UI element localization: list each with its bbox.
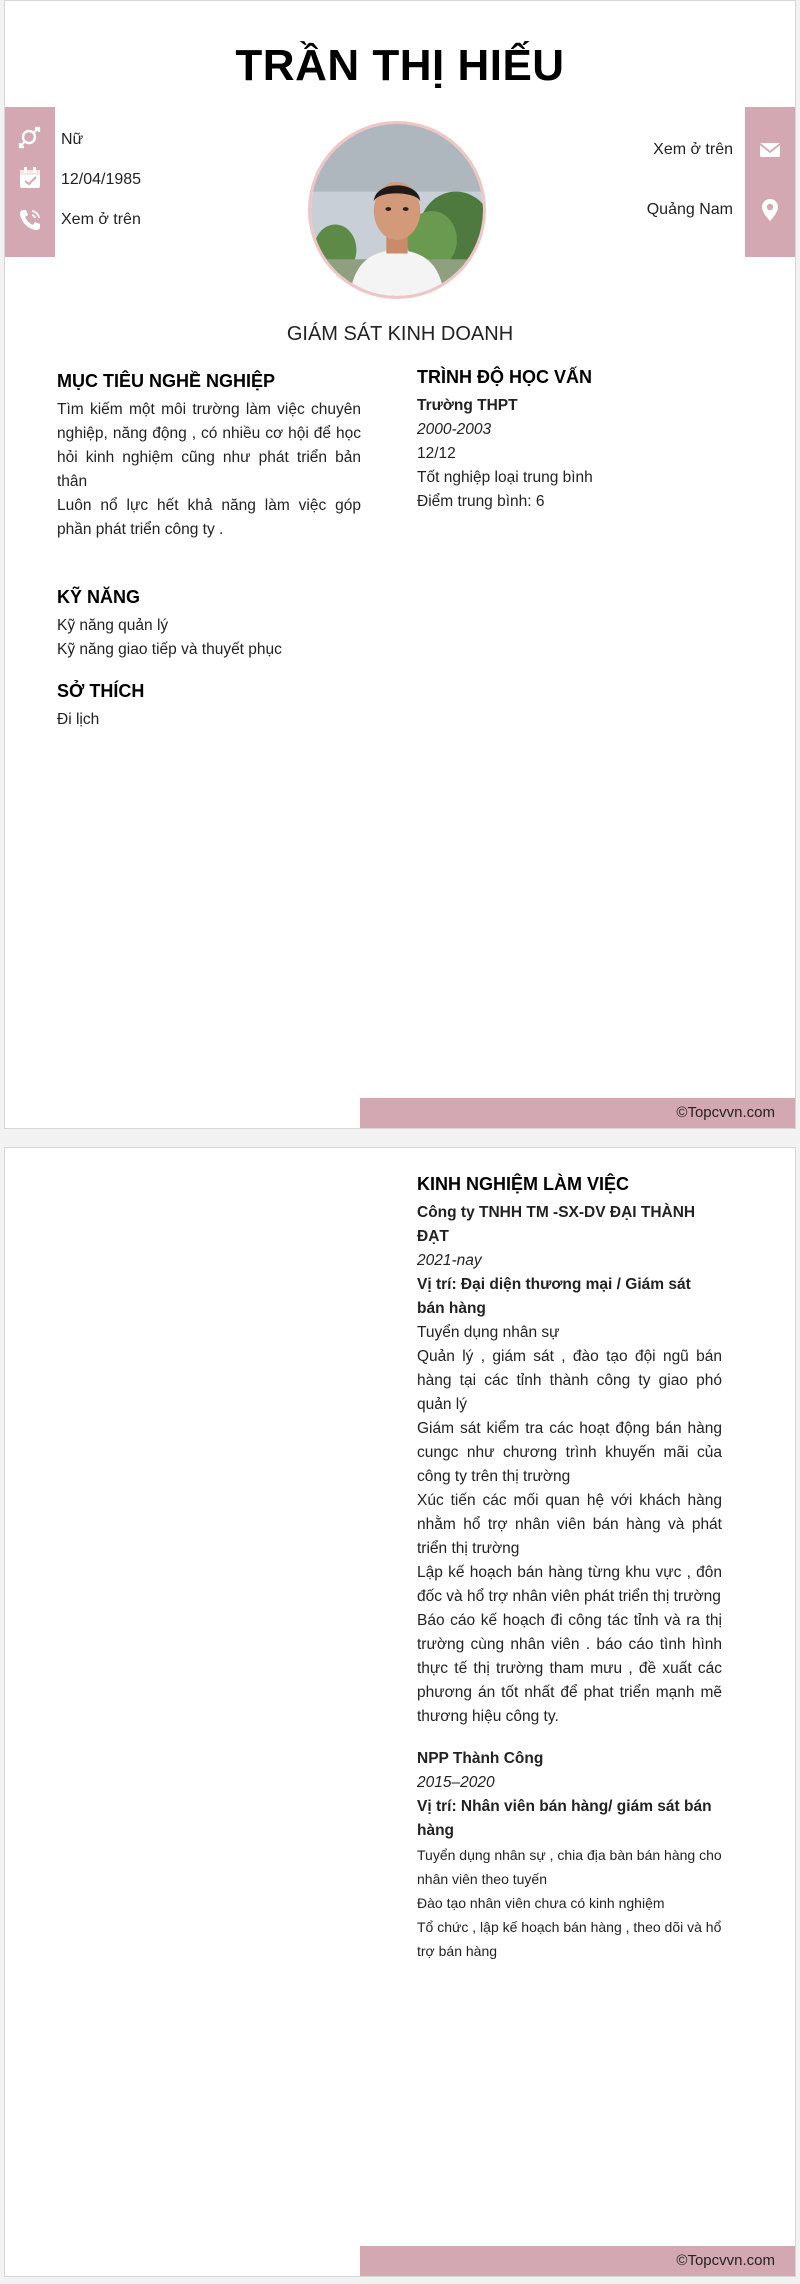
job-title: GIÁM SÁT KINH DOANH [286, 323, 514, 345]
job-duty: Lập kế hoạch bán hàng từng khu vực , đôn đốc và hổ trợ nhân viên phát triển thị trường [417, 1564, 722, 1605]
calendar-icon [17, 165, 43, 191]
contact-strip-left [5, 107, 55, 257]
company-name: NPP Thành Công [417, 1750, 544, 1767]
education-grade: 12/12 [417, 445, 456, 462]
job-period: 2021-nay [417, 1252, 482, 1269]
hobbies-heading: SỞ THÍCH [57, 681, 145, 701]
hobbies-section [57, 681, 361, 732]
job-duty: Tuyển dụng nhân sự [417, 1324, 560, 1341]
hobby-item: Đi lịch [57, 711, 100, 728]
experience-heading: KINH NGHIỆM LÀM VIỆC [417, 1174, 630, 1194]
email-value: Xem ở trên [653, 141, 733, 158]
experience-entry [417, 1201, 722, 1729]
job-duty: Tuyển dụng nhân sự , chia địa bàn bán hàng cho nhân viên theo tuyến [417, 1847, 722, 1887]
education-section [417, 367, 722, 514]
education-heading: TRÌNH ĐỘ HỌC VẤN [417, 367, 592, 387]
location-pin-icon [757, 197, 783, 223]
education-period: 2000-2003 [417, 421, 492, 438]
email-icon [757, 137, 783, 163]
job-position: Vị trí: Đại diện thương mại / Giám sát bán hàng [417, 1276, 691, 1317]
objective-heading: MỤC TIÊU NGHỀ NGHIỆP [57, 371, 276, 391]
school-name: Trường THPT [417, 397, 518, 414]
skills-heading: KỸ NĂNG [57, 587, 141, 607]
skill-item: Kỹ năng giao tiếp và thuyết phục [57, 641, 282, 658]
cv-page-1 [4, 0, 796, 1129]
job-duty: Xúc tiến các mối quan hệ với khách hàng nhằm hổ trợ nhân viên bán hàng và phát triển thị trường [417, 1492, 722, 1557]
experience-entry [417, 1747, 722, 1963]
contact-strip-right [745, 107, 795, 257]
objective-section [57, 371, 361, 542]
gender-icon [17, 125, 43, 151]
footer-text: ©Topcvvn.com [676, 2252, 775, 2269]
objective-paragraph: Luôn nổ lực hết khả năng làm việc góp phần phát triển công ty . [57, 497, 361, 538]
experience-section [417, 1174, 722, 1963]
gender-value: Nữ [61, 131, 84, 148]
company-name: Công ty TNHH TM -SX-DV ĐẠI THÀNH ĐẠT [417, 1204, 696, 1245]
cv-page-2 [4, 1147, 796, 2277]
candidate-name: TRẦN THỊ HIẾU [235, 41, 565, 90]
footer-text: ©Topcvvn.com [676, 1104, 775, 1121]
phone-icon [17, 207, 43, 233]
phone-value: Xem ở trên [61, 211, 141, 228]
job-duty: Tổ chức , lập kế hoạch bán hàng , theo dõi và hổ trợ bán hàng [417, 1919, 722, 1959]
job-duty: Đào tạo nhân viên chưa có kinh nghiệm [417, 1895, 665, 1911]
footer-bar [360, 2246, 795, 2276]
job-duty: Quản lý , giám sát , đào tạo đội ngũ bán hàng tại các tỉnh thành công ty giao phó quản lý [417, 1348, 722, 1413]
job-duty: Báo cáo kế hoạch đi công tác tỉnh và ra thị trường cùng nhân viên . báo cáo tình hình thực tế thị trường tham mưu , đề xuất các phương án tốt nhất để phat triển mạnh mẽ thương hiệu công ty. [417, 1612, 722, 1725]
education-gpa: Điểm trung bình: 6 [417, 493, 545, 510]
job-position: Vị trí: Nhân viên bán hàng/ giám sát bán hàng [417, 1798, 712, 1839]
footer-bar [360, 1098, 795, 1128]
avatar [308, 121, 486, 299]
skills-section [57, 587, 361, 662]
skill-item: Kỹ năng quản lý [57, 617, 169, 634]
birthday-value: 12/04/1985 [61, 171, 142, 188]
address-value: Quảng Nam [646, 201, 733, 218]
objective-paragraph: Tìm kiếm một môi trường làm việc chuyên nghiệp, năng động , có nhiều cơ hội để học hỏi kinh nghiệm cũng như phát triển bản thân [57, 401, 361, 490]
education-result: Tốt nghiệp loại trung bình [417, 469, 593, 486]
job-duty: Giám sát kiểm tra các hoạt động bán hàng cungc như chương trình khuyến mãi của công ty trên thị trường [417, 1420, 722, 1485]
job-period: 2015–2020 [417, 1774, 495, 1791]
